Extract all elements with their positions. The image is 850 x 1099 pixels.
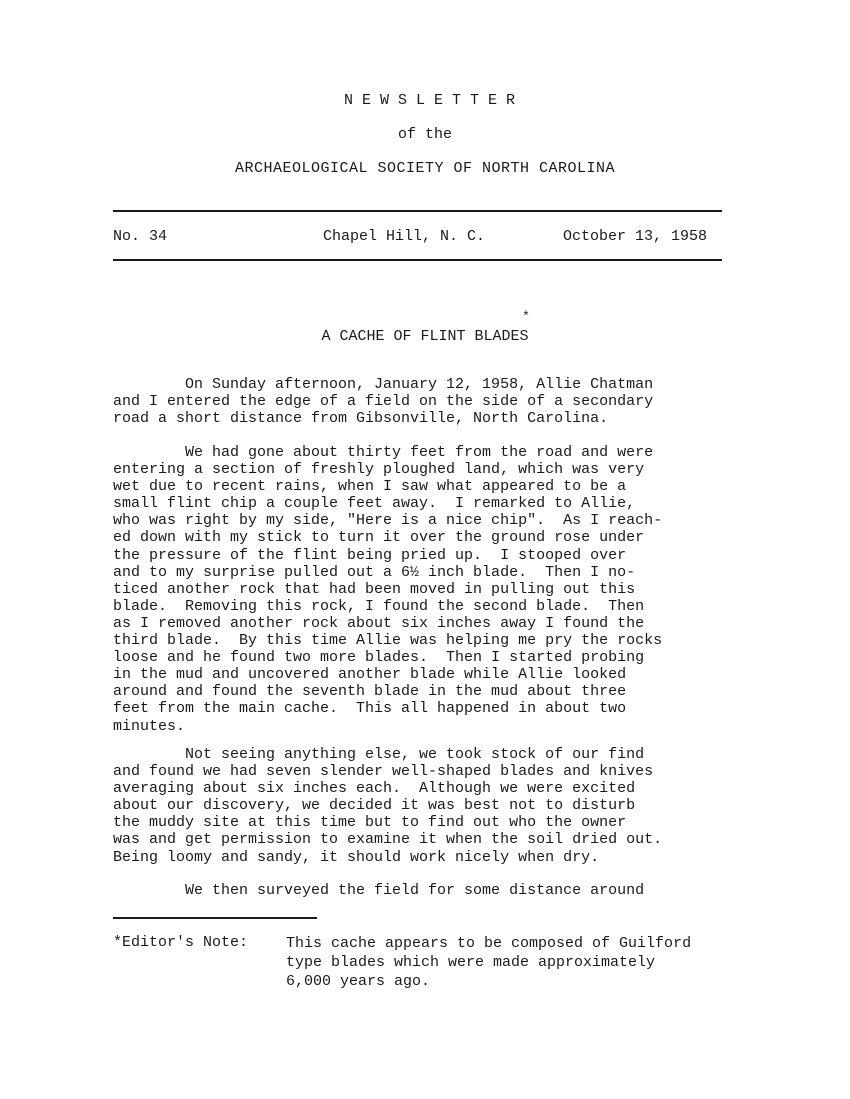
masthead-society-name: ARCHAEOLOGICAL SOCIETY OF NORTH CAROLINA	[234, 160, 616, 177]
masthead-of-the: of the	[397, 126, 452, 143]
editors-note-label: *Editor's Note:	[113, 934, 249, 951]
article-title: A CACHE OF FLINT BLADES	[321, 328, 529, 345]
issue-info-row	[113, 228, 722, 248]
masthead-title: NEWSLETTER	[343, 92, 524, 109]
article-paragraph-3: Not seeing anything else, we took stock of our find and found we had seven slender well-shaped blades and knives averaging about six inches each. Although we were excited about our discovery, we decided it was best not to disturb the muddy site at this time but to find out who the owner was and get permission to examine it when the soil dried out. Being loomy and sandy, it should work nicely when dry.	[113, 746, 663, 866]
issue-number: No. 34	[113, 228, 168, 245]
article-paragraph-4: We then surveyed the field for some distance around	[113, 882, 645, 899]
article-paragraph-2: We had gone about thirty feet from the road and were entering a section of freshly ploughed land, which was very wet due to recent rains, when I saw what appeared to be a small flint chip a couple feet away. I remarked to Allie, who was right by my side, "Here is a nice chip". As I reach- ed down with my stick to turn it over the ground rose under the pressure of the flint being pried up. I stooped over and to my surprise pulled out a 6½ inch blade. Then I no- ticed another rock that had been moved in pulling out this blade. Removing this rock, I found the second blade. Then as I removed another rock about six inches away I found the third blade. By this time Allie was helping me pry the rocks loose and he found two more blades. Then I started probing in the mud and uncovered another blade while Allie looked around and found the seventh blade in the mud about three feet from the main cache. This all happened in about two minutes.	[113, 444, 663, 735]
article-paragraph-1: On Sunday afternoon, January 12, 1958, Allie Chatman and I entered the edge of a field on the side of a secondary road a short distance from Gibsonville, North Carolina.	[113, 376, 654, 428]
issue-place: Chapel Hill, N. C.	[323, 228, 486, 245]
header-rule-top	[113, 210, 722, 212]
header-rule-bottom	[113, 259, 722, 261]
editors-note-text: This cache appears to be composed of Guilford type blades which were made approximately 6,000 years ago.	[286, 935, 692, 990]
issue-date: October 13, 1958	[563, 228, 708, 245]
footnote-marker: *	[522, 309, 530, 324]
footnote-rule	[113, 917, 317, 919]
